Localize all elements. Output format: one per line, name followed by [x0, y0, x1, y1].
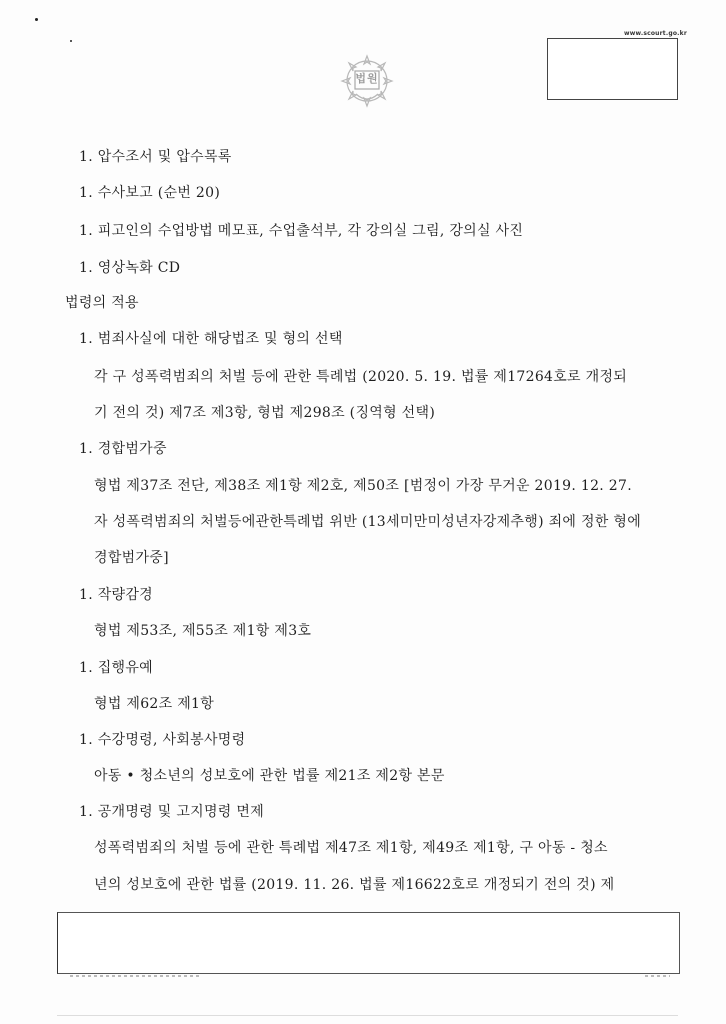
scan-speck — [70, 40, 72, 42]
footer-faint-text — [70, 975, 200, 977]
footer-page-number — [645, 975, 670, 977]
scan-speck — [35, 18, 38, 21]
court-emblem-label: 법원 — [355, 72, 379, 85]
paragraph-line: 각 구 성폭력범죄의 처벌 등에 관한 특례법 (2020. 5. 19. 법률 제17264호로 개정되 — [94, 369, 628, 385]
paragraph-line: 경합범가중] — [94, 550, 169, 566]
paragraph-line: 형법 제62조 제1항 — [94, 696, 215, 712]
section-heading: 법령의 적용 — [65, 295, 139, 311]
paragraph-line: 성폭력범죄의 처벌 등에 관한 특례법 제47조 제1항, 제49조 제1항, 구 아동 - 청소 — [94, 840, 608, 856]
list-item-orders: 1. 수강명령, 사회봉사명령 — [79, 732, 246, 748]
paragraph-line: 형법 제37조 전단, 제38조 제1항 제2호, 제50조 [범정이 가장 무거운 2019. 12. 27. — [94, 478, 632, 494]
paragraph-line: 자 성폭력범죄의 처벌등에관한특례법 위반 (13세미만미성년자강제추행) 죄에 정한 형에 — [94, 514, 642, 530]
list-item-video-cd: 1. 영상녹화 CD — [79, 260, 181, 276]
list-item-disclosure-exemption: 1. 공개명령 및 고지명령 면제 — [79, 804, 265, 820]
paragraph-line: 형법 제53조, 제55조 제1항 제3호 — [94, 623, 312, 639]
stamp-box — [547, 38, 678, 100]
paragraph-line: 년의 성보호에 관한 법률 (2019. 11. 26. 법률 제16622호로 개정되기 전의 것) 제 — [94, 877, 615, 893]
court-emblem — [336, 50, 398, 112]
paragraph-line: 기 전의 것) 제7조 제3항, 형법 제298조 (징역형 선택) — [94, 405, 436, 421]
list-item-mitigation: 1. 작량감경 — [79, 587, 154, 603]
list-item-defendant-memo: 1. 피고인의 수업방법 메모표, 수업출석부, 각 강의실 그림, 강의실 사진 — [79, 223, 524, 239]
list-item-applicable-law: 1. 범죄사실에 대한 해당법조 및 형의 선택 — [79, 331, 343, 347]
footer-box — [57, 912, 680, 974]
list-item-seizure: 1. 압수조서 및 압수목록 — [79, 149, 232, 165]
court-url-stamp: www.scourt.go.kr — [624, 30, 687, 37]
list-item-probation: 1. 집행유예 — [79, 660, 154, 676]
list-item-concurrent-crimes: 1. 경합범가중 — [79, 441, 167, 457]
list-item-investigation-report: 1. 수사보고 (순번 20) — [79, 185, 221, 201]
paragraph-line: 아동 • 청소년의 성보호에 관한 법률 제21조 제2항 본문 — [94, 768, 445, 784]
bottom-rule — [57, 1015, 678, 1016]
